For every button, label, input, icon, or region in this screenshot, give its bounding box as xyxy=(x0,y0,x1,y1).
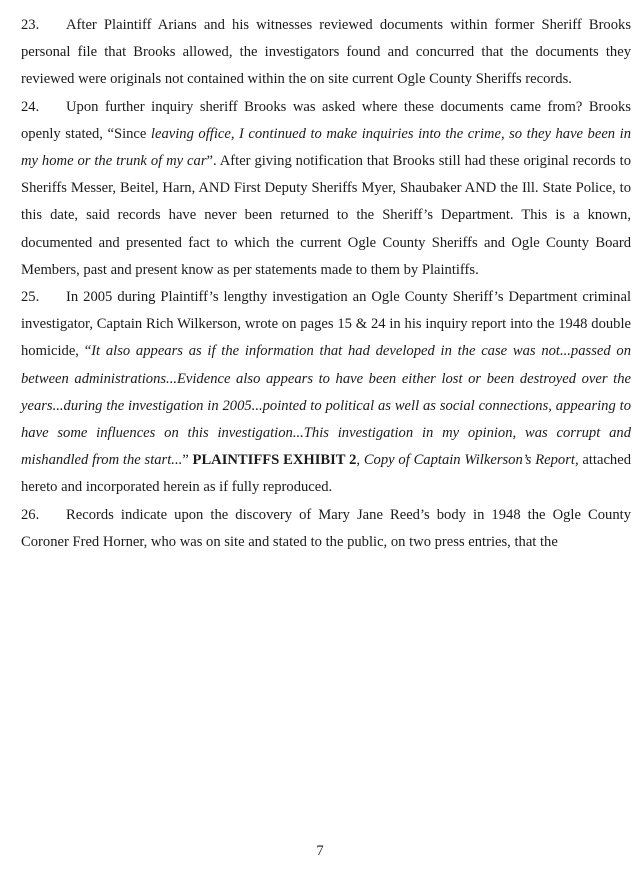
paragraph-text: , xyxy=(356,452,364,469)
document-body xyxy=(21,12,631,556)
exhibit-reference: PLAINTIFFS EXHIBIT 2 xyxy=(192,452,357,469)
paragraph-23 xyxy=(21,12,631,94)
paragraph-number: 26. xyxy=(21,506,40,523)
paragraph-number: 23. xyxy=(21,17,40,33)
paragraph-24 xyxy=(21,94,631,284)
paragraph-text: In 2005 during Plaintiff’s lengthy investigation an Ogle County Sheriff’s Department criminal investigator, Captain Rich Wilkerson, wrote on pages 15 & 24 in his inquiry report into the 1948 double homicide, “ xyxy=(21,289,631,360)
exhibit-title: Copy of Captain Wilkerson’s Report xyxy=(363,452,575,469)
paragraph-text: ”. After giving notification that Brooks still had these original records to Sheriffs Messer, Beitel, Harn, AND First Deputy Sheriffs Myer, Shaubaker AND the Ill. State Police, to this date, said records have never been returned to the Sheriff’s Department. This is a known, documented and presented fact to which the current Ogle County Sheriffs and Ogle County Board Members, past and present know as per statements made to them by Plaintiffs. xyxy=(21,153,631,278)
quoted-report-excerpt: It also appears as if the information that had developed in the case was not...passed on between administrations...Evidence also appears to have been either lost or been destroyed over the years...during the investigation in 2005...pointed to political as well as social connections, appearing to have some influences on this investigation...This investigation in my opinion, was corrupt and mishandled from the start... xyxy=(21,343,631,469)
paragraph-text: Upon further inquiry sheriff Brooks was asked where these documents came from? Brooks openly stated, “Since xyxy=(21,98,631,142)
paragraph-text: Records indicate upon the discovery of Mary Jane Reed’s body in 1948 the Ogle County Coroner Fred Horner, who was on site and stated to the public, on two press entries, that the xyxy=(21,506,631,550)
page-number: 7 xyxy=(316,843,324,859)
quoted-statement: leaving office, I continued to make inquiries into the crime, so they have been in my home or the trunk of my car xyxy=(21,125,631,170)
paragraph-text: ” xyxy=(182,452,193,469)
paragraph-number: 25. xyxy=(21,289,40,306)
paragraph-25 xyxy=(21,284,631,502)
paragraph-26 xyxy=(21,502,631,556)
paragraph-text: , attached hereto and incorporated herein as if fully reproduced. xyxy=(21,452,631,496)
paragraph-text: After Plaintiff Arians and his witnesses reviewed documents within former Sheriff Brooks personal file that Brooks allowed, the investigators found and concurred that the documents they reviewed were originals not contained within the on site current Ogle County Sheriffs records. xyxy=(21,17,631,88)
paragraph-number: 24. xyxy=(21,98,40,115)
